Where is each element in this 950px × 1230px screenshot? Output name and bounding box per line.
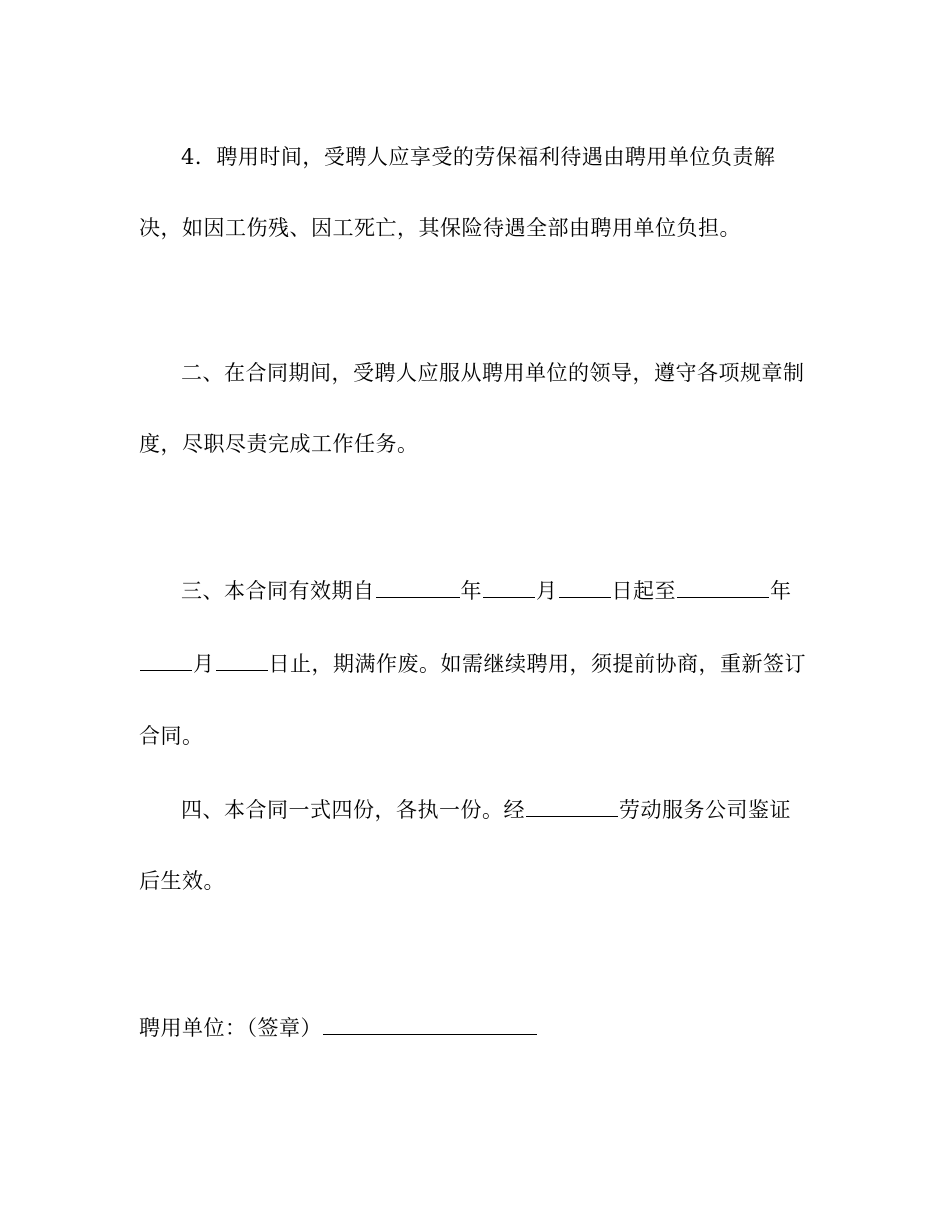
clause-3-line-1 bbox=[181, 575, 861, 606]
start-day-label: 日起至 bbox=[611, 579, 676, 603]
clause-4-line-1 bbox=[181, 794, 861, 825]
clause-4-item-line-1: 4．聘用时间，受聘人应享受的劳保福利待遇由聘用单位负责解 bbox=[181, 145, 776, 169]
end-year-blank[interactable] bbox=[677, 575, 769, 598]
clause-3-prefix: 三、本合同有效期自 bbox=[181, 579, 375, 603]
start-month-blank[interactable] bbox=[483, 575, 535, 598]
signature-line bbox=[139, 1012, 819, 1043]
signature-label: 聘用单位：（签章） bbox=[139, 1016, 322, 1040]
start-month-label: 月 bbox=[536, 579, 558, 603]
end-month-label: 月 bbox=[193, 652, 215, 676]
clause-4-prefix: 四、本合同一式四份，各执一份。经 bbox=[181, 798, 525, 822]
labor-service-company-blank[interactable] bbox=[526, 794, 618, 817]
start-day-blank[interactable] bbox=[559, 575, 611, 598]
clause-4-suffix: 劳动服务公司鉴证 bbox=[619, 798, 791, 822]
clause-3-line-2 bbox=[139, 648, 819, 679]
start-year-blank[interactable] bbox=[376, 575, 460, 598]
clause-4-item-line-2: 决，如因工伤残、因工死亡，其保险待遇全部由聘用单位负担。 bbox=[139, 216, 741, 240]
end-month-blank[interactable] bbox=[140, 648, 192, 671]
start-year-label: 年 bbox=[460, 579, 482, 603]
end-year-label: 年 bbox=[770, 579, 792, 603]
end-day-blank[interactable] bbox=[216, 648, 268, 671]
end-day-label: 日止，期满作废。如需继续聘用，须提前协商，重新签订 bbox=[268, 652, 806, 676]
clause-2-line-1: 二、在合同期间，受聘人应服从聘用单位的领导，遵守各项规章制 bbox=[181, 361, 805, 385]
clause-2-line-2: 度，尽职尽责完成工作任务。 bbox=[139, 432, 419, 456]
signature-blank[interactable] bbox=[323, 1012, 537, 1035]
clause-4-line-2: 后生效。 bbox=[139, 869, 225, 893]
clause-3-line-3: 合同。 bbox=[139, 724, 204, 748]
